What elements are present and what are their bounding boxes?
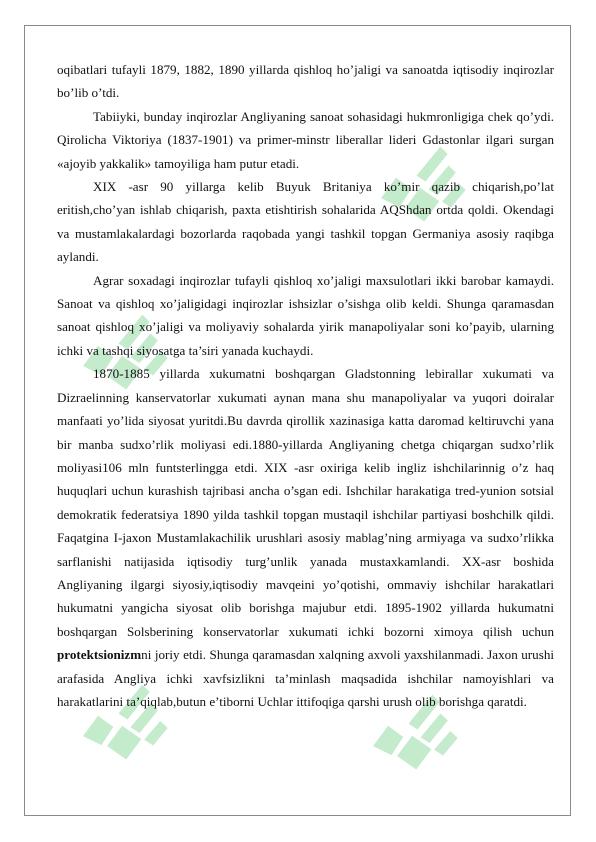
- paragraph-tail: ni joriy etdi. Shunga qaramasdan xalqning axvoli yaxshilanmadi. Jaxon urushi arafasida Angliya ichki xavfsizlikni ta’minlash maqsadida ishchilar namoyishlari va harakatlarini ta’qiqlab,butun e’tiborni Uchlar ittifoqiga qarshi urush olib borishga qaratdi.: [57, 647, 554, 709]
- document-body: [57, 58, 554, 713]
- bold-term: protektsionizm: [57, 647, 142, 663]
- paragraph-last: [57, 362, 554, 713]
- paragraph-text: 1870-1885 yillarda xukumatni boshqargan Gladstonning lebirallar xukumati va Dizraelinning kanservatorlar xukumati aynan mana shu manapoliyalar va yuqori doiralar manfaati yo’lida siyosat yuritdi.Bu davrda qirollik xazinasiga katta daromad keltiruvchi yana bir manba sudxo’rlik moliyasi edi.1880-yillarda Angliyaning chetga chiqargan sudxo’rlik moliyasi106 mln funtsterlingga etdi. XIX -asr oxiriga kelib ingliz ishchilarinnig o’z haq huquqlari uchun kurashish tajribasi ancha o’sgan edi. Ishchilar harakatiga tred-yunion sotsial demokratik federatsiya 1890 yilda tashkil topgan mustaqil ishchilar partiyasi boshchilk qildi. Faqatgina I-jaxon Mustamlakachilik urushlari asosiy mablag’ning armiyaga va sudxo’rlikka sarflanishi natijasida iqtisodiy turg’unlik yanada mustaxkamlandi. XX-asr boshida Angliyaning ilgargi siyosiy,iqtisodiy mavqeini yo’qotishi, ommaviy ishchilar harakatlari hukumatni yangicha siyosat olib borishga majubur etdi. 1895-1902 yillarda hukumatni boshqargan Solsberining konservatorlar xukumati ichki bozorni ximoya qilish uchun: [57, 366, 554, 639]
- paragraph: Tabiiyki, bunday inqirozlar Angliyaning sanoat sohasidagi hukmronligiga chek qo’ydi. Qirolicha Viktoriya (1837-1901) va primer-minstr liberallar lideri Gdastonlar ilgari surgan «ajoyib yakkalik» tamoyiliga ham putur etadi.: [57, 108, 554, 171]
- paragraph: oqibatlari tufayli 1879, 1882, 1890 yillarda qishloq ho’jaligi va sanoatda iqtisodiy inqirozlar bo’lib o’tdi.: [57, 62, 554, 101]
- paragraph: Agrar soxadagi inqirozlar tufayli qishloq xo’jaligi maxsulotlari ikki barobar kamaydi. Sanoat va qishloq xo’jaligidagi inqirozlar ishsizlar o’sishga olib keldi. Shunga qaramasdan sanoat qishloq xo’jaligi va moliyaviy sohalarda yirik manapoliyalar soni ko’payib, ularning ichki va tashqi siyosatga ta’siri yanada kuchaydi.: [57, 272, 554, 358]
- paragraph: XIX -asr 90 yillarga kelib Buyuk Britaniya ko’mir qazib chiqarish,po’lat eritish,cho’yan ishlab chiqarish, paxta etishtirish sohalarida AQShdan ortda qoldi. Okendagi va mustamlakalardagi bozorlarda raqobada yangi tashkil topgan Germaniya asosiy raqibga aylandi.: [57, 179, 554, 265]
